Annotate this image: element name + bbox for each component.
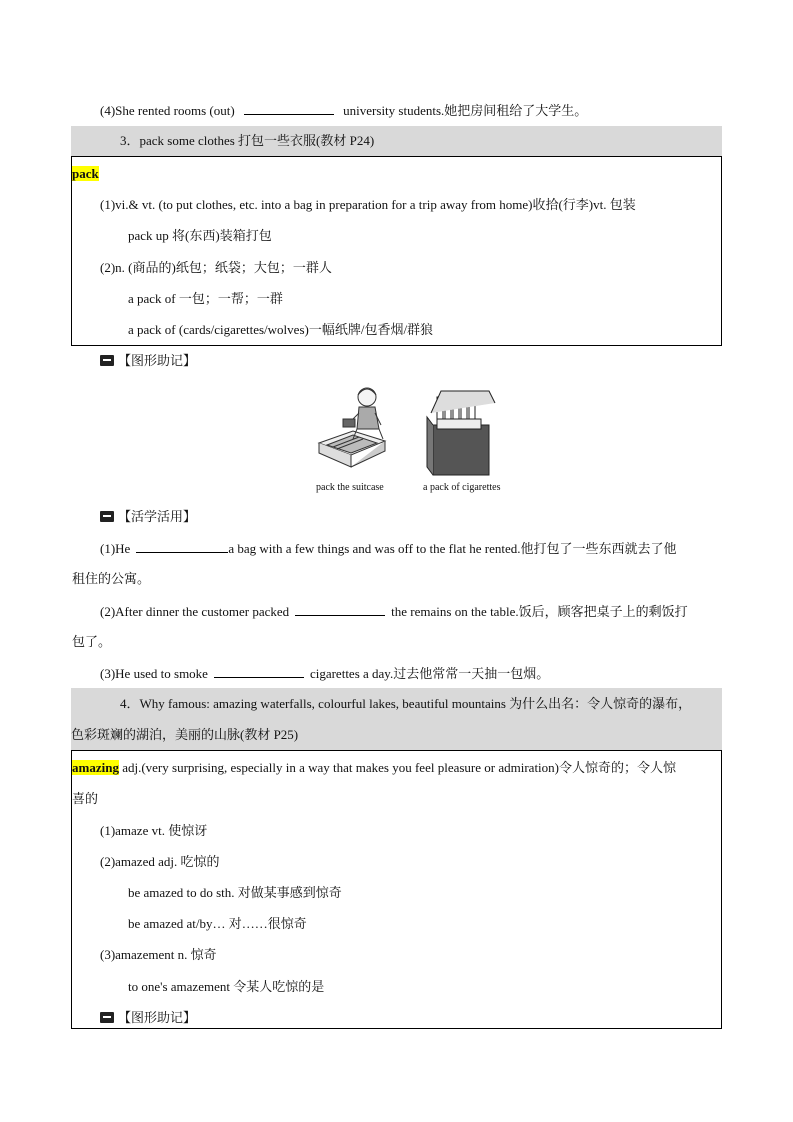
item-3-box [71,156,722,346]
definition-2: (2)n. (商品的)纸包；纸袋；大包；一群人 [100,260,332,275]
definition-1: (1)vi.& vt. (to put clothes, etc. into a bag in preparation for a trip away from home)收拾(行李)vt. 包装 [100,197,636,212]
phrase-a-pack-of: a pack of 一包；一帮；一群 [128,291,283,306]
answer-blank[interactable] [214,664,304,678]
suitcase-illustration [319,388,385,467]
phrase-to-ones-amazement: to one's amazement 令某人吃惊的是 [128,979,325,994]
memo-icon [100,1012,114,1023]
answer-blank[interactable] [244,101,334,115]
phrase-pack-up: pack up 将(东西)装箱打包 [128,228,272,243]
exercise-2-cont: 包了。 [72,634,112,649]
answer-blank[interactable] [136,539,228,553]
practice-label: 【活学活用】 [100,508,196,526]
exercise-line-4 [100,101,587,120]
exercise-text: (4)She rented rooms (out) [100,103,235,118]
derivative-amazed: (2)amazed adj. 吃惊的 [100,854,220,869]
amazing-definition-cont: 喜的 [72,791,99,806]
memory-aid-label: 【图形助记】 [100,352,196,370]
cigarette-pack-illustration [427,391,495,475]
caption-pack-cigarettes: a pack of cigarettes [423,482,501,493]
exercise-text: university students.她把房间租给了大学生。 [343,103,588,118]
exercise-2: (2)After dinner the customer packed the remains on the table.饭后，顾客把桌子上的剩饭打 [100,604,688,619]
keyword-pack: pack [72,166,99,181]
item-4-header-line-1: 4．Why famous: amazing waterfalls, colourful lakes, beautiful mountains 为什么出名：令人惊奇的瀑布， [120,696,692,711]
phrase-a-pack-of-examples: a pack of (cards/cigarettes/wolves)一幅纸牌/包香烟/群狼 [128,322,434,337]
exercise-1: (1)He a bag with a few things and was off to the flat he rented.他打包了一些东西就去了他 [100,541,677,556]
phrase-amazed-to-do: be amazed to do sth. 对做某事感到惊奇 [128,885,342,900]
answer-blank[interactable] [295,602,385,616]
memory-illustration [313,383,513,483]
caption-pack-suitcase: pack the suitcase [316,482,384,493]
memory-aid-label-2: 【图形助记】 [100,1009,196,1027]
derivative-amaze: (1)amaze vt. 使惊讶 [100,823,208,838]
item-3-header: 3．pack some clothes 打包一些衣服(教材 P24) [120,133,375,148]
keyword-amazing: amazing [72,760,119,775]
item-4-header-band [71,688,722,750]
phrase-amazed-at: be amazed at/by… 对……很惊奇 [128,916,307,931]
derivative-amazement: (3)amazement n. 惊奇 [100,947,217,962]
exercise-1-cont: 租住的公寓。 [72,571,151,586]
exercise-3: (3)He used to smoke cigarettes a day.过去他常常一天抽一包烟。 [100,666,550,681]
item-3-header-band [71,126,722,156]
item-4-header-line-2: 色彩斑斓的湖泊，美丽的山脉(教材 P25) [71,727,299,742]
memo-icon [100,355,114,366]
amazing-definition: amazing adj.(very surprising, especially in a way that makes you feel pleasure or admiration)令人惊奇的；令人惊 [72,760,676,775]
memo-icon [100,511,114,522]
item-4-box [71,750,722,1029]
